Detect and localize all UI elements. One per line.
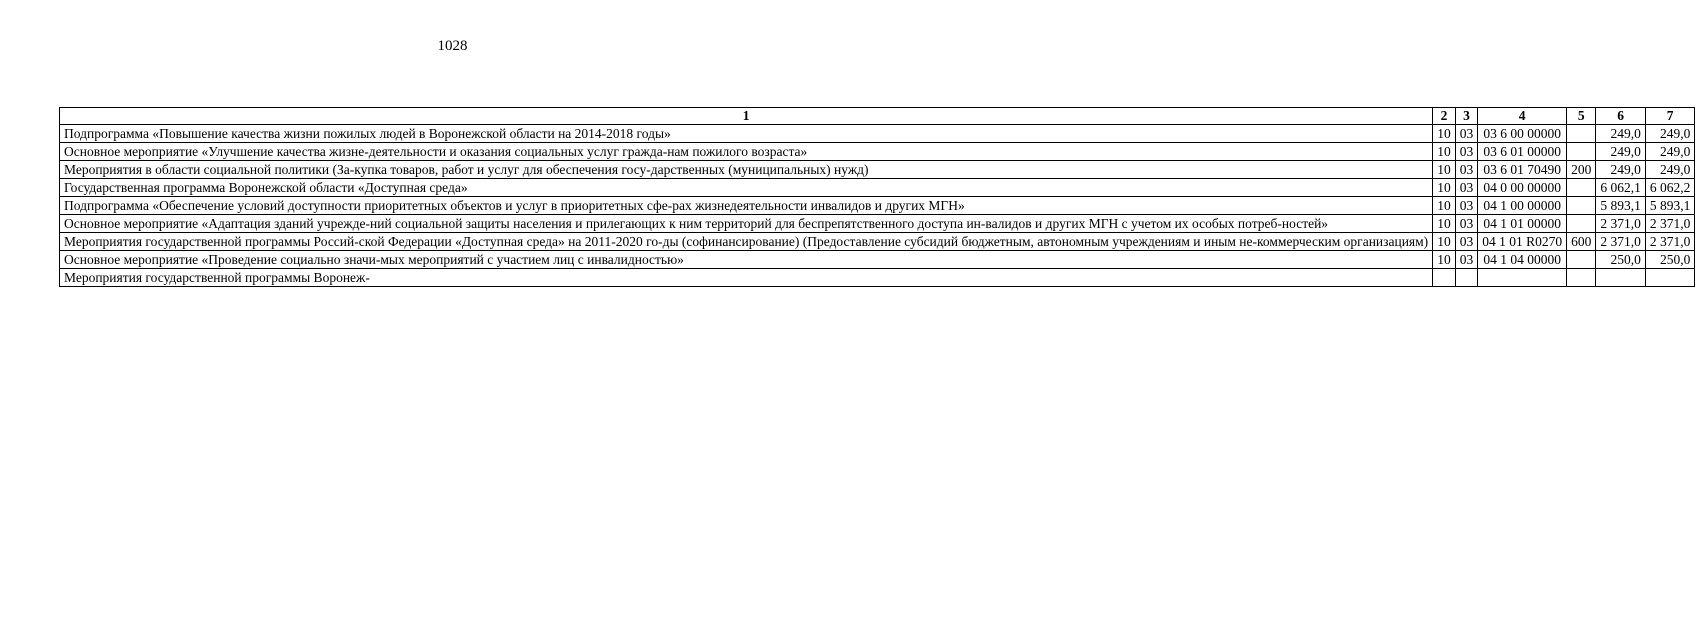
- row-amount-col7: [1645, 269, 1695, 287]
- row-description: Государственная программа Воронежской области «Доступная среда»: [60, 179, 1433, 197]
- table-header-row: [60, 108, 1695, 125]
- row-amount-col7: 6 062,2: [1645, 179, 1695, 197]
- row-target-code: [1478, 269, 1567, 287]
- row-amount-col6: 249,0: [1596, 143, 1646, 161]
- row-section-code: 10: [1433, 143, 1456, 161]
- table-row: [60, 179, 1695, 197]
- table-row: [60, 143, 1695, 161]
- row-target-code: 03 6 00 00000: [1478, 125, 1567, 143]
- row-description: Основное мероприятие «Улучшение качества жизне-деятельности и оказания социальных услуг гражда-нам пожилого возраста»: [60, 143, 1433, 161]
- table-row: [60, 125, 1695, 143]
- row-section-code: 10: [1433, 215, 1456, 233]
- row-target-code: 04 1 01 00000: [1478, 215, 1567, 233]
- table-row: [60, 215, 1695, 233]
- row-expense-type: [1567, 197, 1596, 215]
- row-section-code: [1433, 269, 1456, 287]
- row-subsection-code: 03: [1455, 197, 1478, 215]
- row-target-code: 04 1 00 00000: [1478, 197, 1567, 215]
- row-target-code: 03 6 01 00000: [1478, 143, 1567, 161]
- row-subsection-code: 03: [1455, 125, 1478, 143]
- row-description: Мероприятия государственной программы Воронеж-: [60, 269, 1433, 287]
- table-row: [60, 269, 1695, 287]
- row-description: Подпрограмма «Обеспечение условий доступности приоритетных объектов и услуг в приоритетных сфе-рах жизнедеятельности инвалидов и других МГН»: [60, 197, 1433, 215]
- row-subsection-code: 03: [1455, 233, 1478, 251]
- row-amount-col6: [1596, 269, 1646, 287]
- row-expense-type: 200: [1567, 161, 1596, 179]
- row-expense-type: [1567, 251, 1596, 269]
- row-section-code: 10: [1433, 179, 1456, 197]
- row-target-code: 03 6 01 70490: [1478, 161, 1567, 179]
- row-expense-type: [1567, 269, 1596, 287]
- row-expense-type: [1567, 179, 1596, 197]
- row-amount-col7: 2 371,0: [1645, 233, 1695, 251]
- header-col-6: 6: [1596, 108, 1646, 125]
- header-col-4: 4: [1478, 108, 1567, 125]
- row-amount-col6: 2 371,0: [1596, 215, 1646, 233]
- row-amount-col7: 249,0: [1645, 161, 1695, 179]
- row-amount-col7: 2 371,0: [1645, 215, 1695, 233]
- row-amount-col6: 250,0: [1596, 251, 1646, 269]
- row-description: Мероприятия в области социальной политики (За-купка товаров, работ и услуг для обеспечения госу-дарственных (муниципальных) нужд): [60, 161, 1433, 179]
- table-row: [60, 233, 1695, 251]
- row-subsection-code: 03: [1455, 215, 1478, 233]
- row-description: Подпрограмма «Повышение качества жизни пожилых людей в Воронежской области на 2014-2018 годы»: [60, 125, 1433, 143]
- row-amount-col7: 249,0: [1645, 125, 1695, 143]
- row-amount-col6: 249,0: [1596, 125, 1646, 143]
- row-expense-type: [1567, 125, 1596, 143]
- row-section-code: 10: [1433, 161, 1456, 179]
- row-subsection-code: [1455, 269, 1478, 287]
- header-col-2: 2: [1433, 108, 1456, 125]
- row-amount-col6: 2 371,0: [1596, 233, 1646, 251]
- row-amount-col6: 6 062,1: [1596, 179, 1646, 197]
- table-row: [60, 197, 1695, 215]
- header-col-7: 7: [1645, 108, 1695, 125]
- header-col-5: 5: [1567, 108, 1596, 125]
- table-row: [60, 161, 1695, 179]
- header-col-3: 3: [1455, 108, 1478, 125]
- row-amount-col7: 250,0: [1645, 251, 1695, 269]
- row-target-code: 04 0 00 00000: [1478, 179, 1567, 197]
- row-expense-type: [1567, 143, 1596, 161]
- row-description: Мероприятия государственной программы Россий-ской Федерации «Доступная среда» на 2011-2020 го-ды (софинансирование) (Предоставление субсидий бюджетным, автономным учреждениям и иным не-коммерческим организациям): [60, 233, 1433, 251]
- row-description: Основное мероприятие «Проведение социально значи-мых мероприятий с участием лиц с инвалидностью»: [60, 251, 1433, 269]
- row-expense-type: [1567, 215, 1596, 233]
- row-section-code: 10: [1433, 197, 1456, 215]
- budget-table: [59, 107, 1695, 287]
- row-section-code: 10: [1433, 125, 1456, 143]
- row-amount-col7: 5 893,1: [1645, 197, 1695, 215]
- row-description: Основное мероприятие «Адаптация зданий учрежде-ний социальной защиты населения и прилегающих к ним территорий для беспрепятственного доступа ин-валидов и других МГН с учетом их особых потреб-ностей»: [60, 215, 1433, 233]
- row-amount-col6: 5 893,1: [1596, 197, 1646, 215]
- row-amount-col7: 249,0: [1645, 143, 1695, 161]
- header-col-1: 1: [60, 108, 1433, 125]
- table-row: [60, 251, 1695, 269]
- row-subsection-code: 03: [1455, 251, 1478, 269]
- row-subsection-code: 03: [1455, 179, 1478, 197]
- row-target-code: 04 1 01 R0270: [1478, 233, 1567, 251]
- row-amount-col6: 249,0: [1596, 161, 1646, 179]
- row-section-code: 10: [1433, 251, 1456, 269]
- row-target-code: 04 1 04 00000: [1478, 251, 1567, 269]
- row-subsection-code: 03: [1455, 161, 1478, 179]
- page-number: 1028: [437, 38, 468, 54]
- row-section-code: 10: [1433, 233, 1456, 251]
- row-subsection-code: 03: [1455, 143, 1478, 161]
- row-expense-type: 600: [1567, 233, 1596, 251]
